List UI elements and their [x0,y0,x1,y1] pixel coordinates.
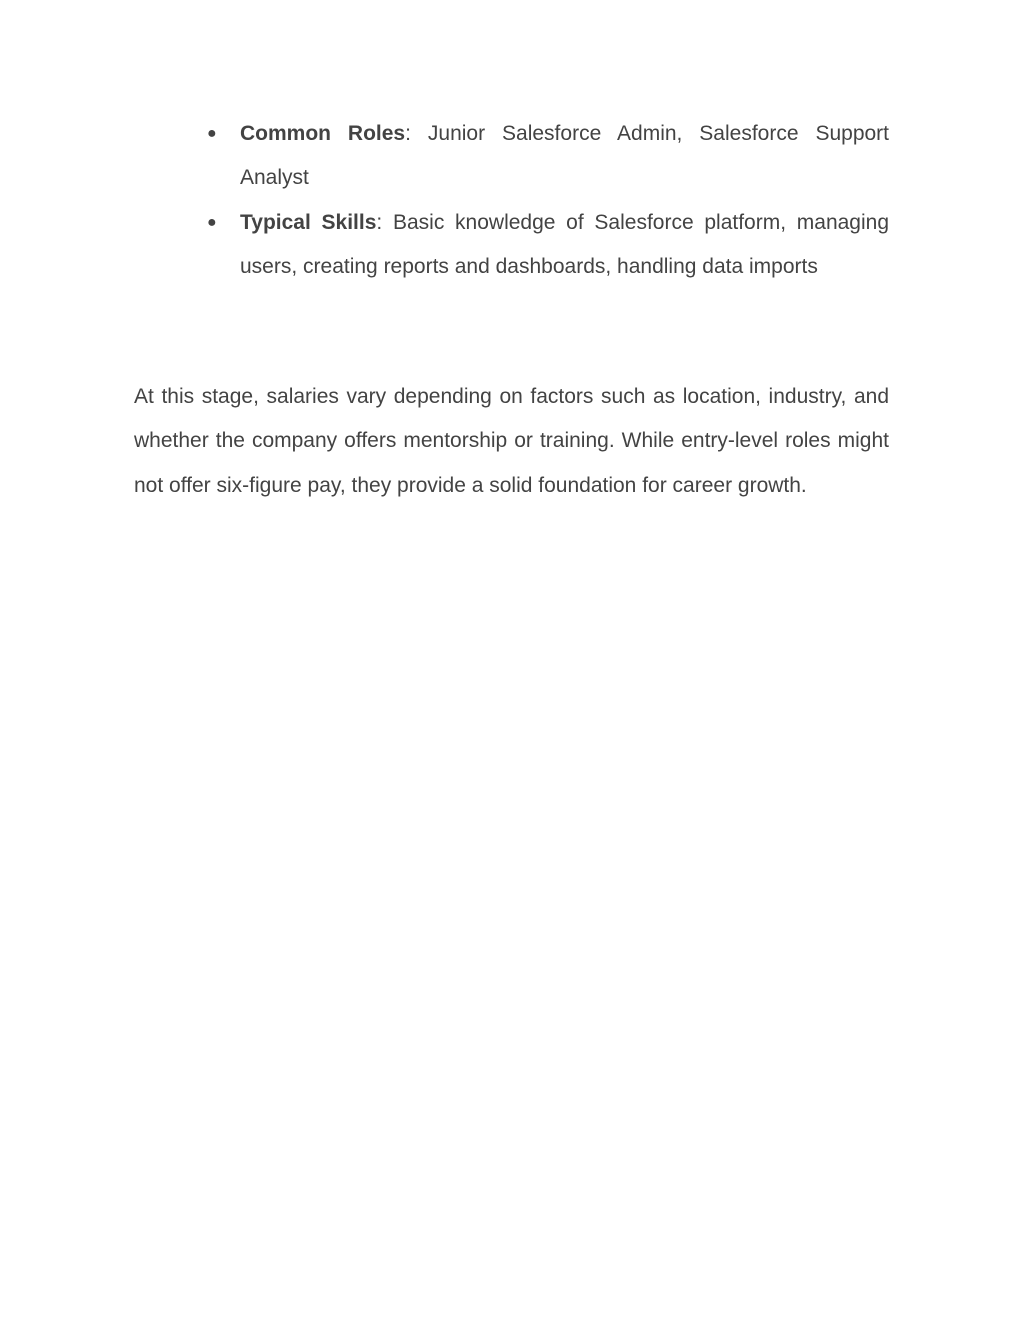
bullet-item-typical-skills [207,201,889,290]
bullet-dot-icon: ● [207,213,217,231]
bullet-term: Typical Skills [240,210,377,234]
bullet-term: Common Roles [240,122,406,145]
bullet-list [207,112,889,289]
bullet-dot-icon: ● [207,125,217,142]
bullet-text: Basic knowledge of Salesforce platform, managing users, creating reports and dashboards, handling data imports [240,210,890,278]
bullet-separator: : [376,210,383,234]
bullet-separator: : [405,122,411,145]
bullet-item-common-roles [207,112,889,201]
body-paragraph: At this stage, salaries vary depending on factors such as location, industry, and whether the company offers mentorship or training. While entry-level roles might not offer six-figure pay, they provide a solid foundation for career growth. [134,385,889,497]
bullet-text: Junior Salesforce Admin, Salesforce Support Analyst [240,122,890,190]
